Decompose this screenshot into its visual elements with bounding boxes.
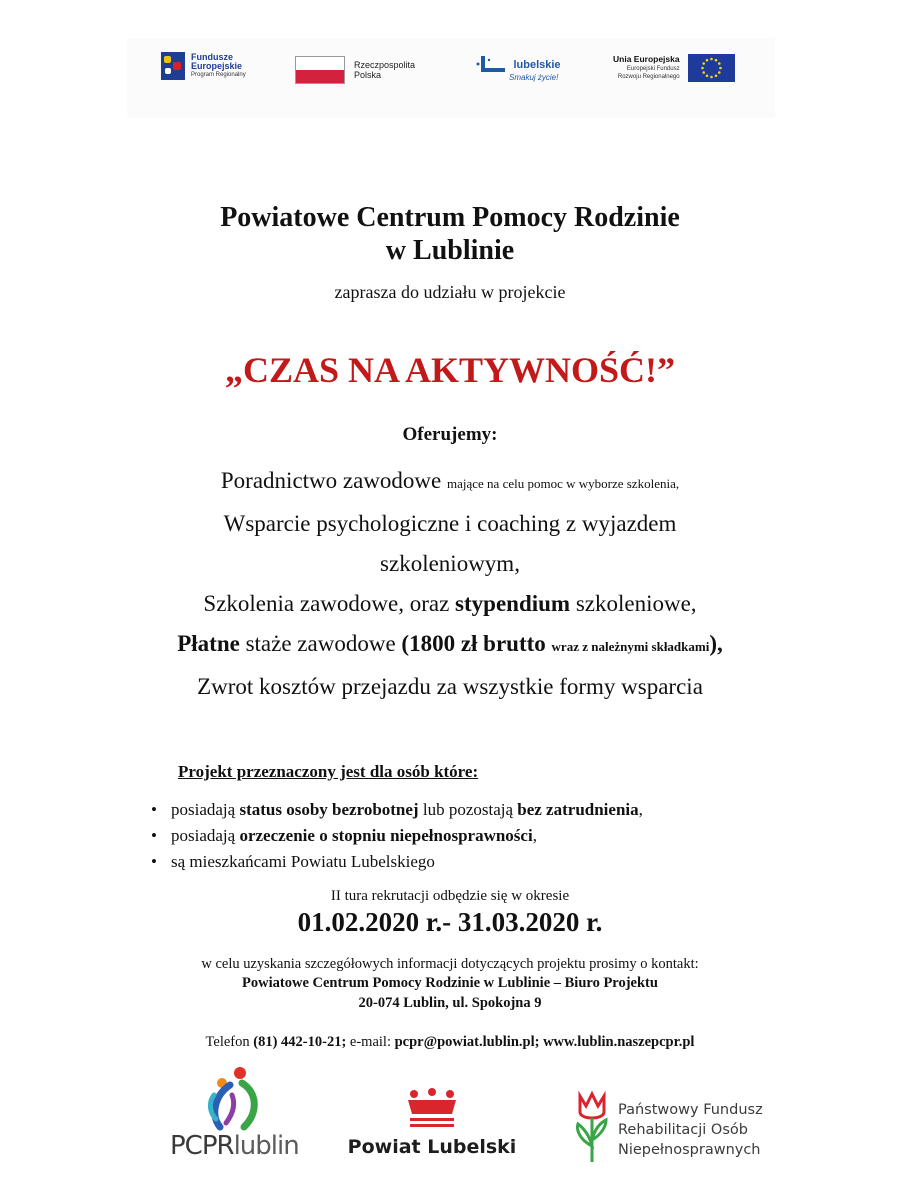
offer-line-1	[0, 461, 900, 504]
elig1-d: bez zatrudnienia	[517, 800, 639, 819]
fe-line2: Europejskie	[191, 60, 243, 71]
offer-heading: Oferujemy:	[402, 424, 498, 445]
elig2-b: orzeczenie o stopniu niepełnosprawności	[239, 826, 533, 845]
elig2-c: ,	[532, 826, 537, 845]
pfron-line1: Państwowy Fundusz	[618, 1102, 763, 1118]
elig1-a: posiadają	[171, 800, 236, 819]
contact-intro: w celu uzyskania szczegółowych informacji dotyczących projektu prosimy o kontakt:	[201, 956, 699, 972]
offer-line5-c: (1800 zł brutto	[401, 631, 546, 656]
pcpr-figure-icon	[170, 1065, 300, 1131]
logo-pcpr-lublin	[170, 1065, 300, 1165]
elig1-b: status osoby bezrobotnej	[239, 800, 419, 819]
offer-line4-b: stypendium	[455, 591, 571, 616]
offer-line-3: szkoleniowym,	[380, 551, 520, 576]
recruitment-dates: 01.02.2020 r.- 31.03.2020 r.	[297, 907, 603, 937]
fe-line1: Fundusze	[191, 51, 233, 62]
logo-powiat-lubelski	[332, 1088, 532, 1168]
recruitment-label: II tura rekrutacji odbędzie się w okresie	[330, 888, 570, 904]
offer-line1-main: Poradnictwo zawodowe	[220, 468, 442, 493]
fe-line3: Program Regionalny	[191, 71, 246, 78]
pcpr-text-b: lublin	[233, 1131, 299, 1161]
ue-line3: Rozwoju Regionalnego	[617, 74, 680, 80]
ue-line1: Unia Europejska	[613, 54, 680, 64]
powiat-crown-icon	[332, 1088, 532, 1134]
pfron-line2: Rehabilitacji Osób	[618, 1122, 748, 1138]
offer-line5-a: Płatne	[177, 631, 240, 656]
phone-number: (81) 442-10-21;	[253, 1034, 347, 1050]
tulip-icon	[570, 1090, 614, 1164]
elig1-e: ,	[638, 800, 643, 819]
offer-line-2: Wsparcie psychologiczne i coaching z wyjazdem	[223, 511, 677, 536]
offer-line5-b: staże zawodowe	[245, 631, 396, 656]
title-line1: Powiatowe Centrum Pomocy Rodzinie	[220, 202, 680, 233]
pfron-line3: Niepełnosprawnych	[618, 1142, 761, 1158]
offer-line4-c: szkoleniowe,	[575, 591, 697, 616]
offer-line-6: Zwrot kosztów przejazdu za wszystkie formy wsparcia	[197, 674, 703, 699]
offer-list	[0, 461, 900, 707]
ue-line2: Europejski Fundusz	[626, 66, 680, 72]
logo-pfron	[570, 1090, 770, 1170]
polish-flag-icon	[295, 56, 345, 84]
offer-line-4	[0, 584, 900, 624]
offer-line5-e: ),	[709, 631, 723, 656]
contact-line	[0, 1034, 900, 1051]
email-label: e-mail:	[349, 1034, 391, 1050]
fundusze-europejskie-icon	[161, 52, 185, 80]
project-name: „CZAS NA AKTYWNOŚĆ!”	[224, 350, 676, 390]
contact-address: 20-074 Lublin, ul. Spokojna 9	[358, 995, 542, 1011]
eligibility-item	[143, 823, 843, 849]
page-title	[0, 201, 900, 267]
logo-fundusze-europejskie	[161, 52, 246, 80]
offer-line1-small: mające na celu pomoc w wyborze szkolenia,	[447, 476, 680, 491]
powiat-name: Powiat Lubelski	[347, 1136, 517, 1158]
partner-logos-bar	[127, 38, 775, 118]
offer-line4-a: Szkolenia zawodowe, oraz	[203, 591, 450, 616]
eligibility-list	[143, 797, 843, 875]
elig1-c: lub pozostają	[422, 800, 514, 819]
elig2-a: posiadają	[171, 826, 236, 845]
eligibility-heading: Projekt przeznaczony jest dla osób które:	[178, 762, 479, 781]
phone-label: Telefon	[205, 1034, 250, 1050]
title-line2: w Lublinie	[385, 235, 515, 266]
lubelskie-icon	[475, 54, 509, 74]
logo-rzeczpospolita	[295, 56, 415, 84]
offer-line-5	[0, 624, 900, 667]
email-web: pcpr@powiat.lublin.pl; www.lublin.naszepcpr.pl	[394, 1034, 695, 1050]
lubelskie-name: lubelskie	[513, 59, 561, 72]
pcpr-text-a: PCPR	[170, 1131, 234, 1161]
eu-flag-icon	[688, 54, 735, 82]
offer-line5-d: wraz z należnymi składkami	[551, 639, 710, 654]
lubelskie-slogan: Smakuj życie!	[509, 73, 559, 82]
contact-org: Powiatowe Centrum Pomocy Rodzinie w Lublinie – Biuro Projektu	[242, 975, 658, 991]
logo-unia-europejska	[613, 54, 735, 82]
eligibility-item	[143, 797, 843, 823]
rp-line1: Rzeczpospolita	[354, 60, 416, 70]
logo-lubelskie	[475, 54, 561, 82]
eligibility-item: • są mieszkańcami Powiatu Lubelskiego	[143, 849, 843, 875]
invite-text: zaprasza do udziału w projekcie	[334, 282, 566, 302]
rp-line2: Polska	[354, 70, 382, 80]
